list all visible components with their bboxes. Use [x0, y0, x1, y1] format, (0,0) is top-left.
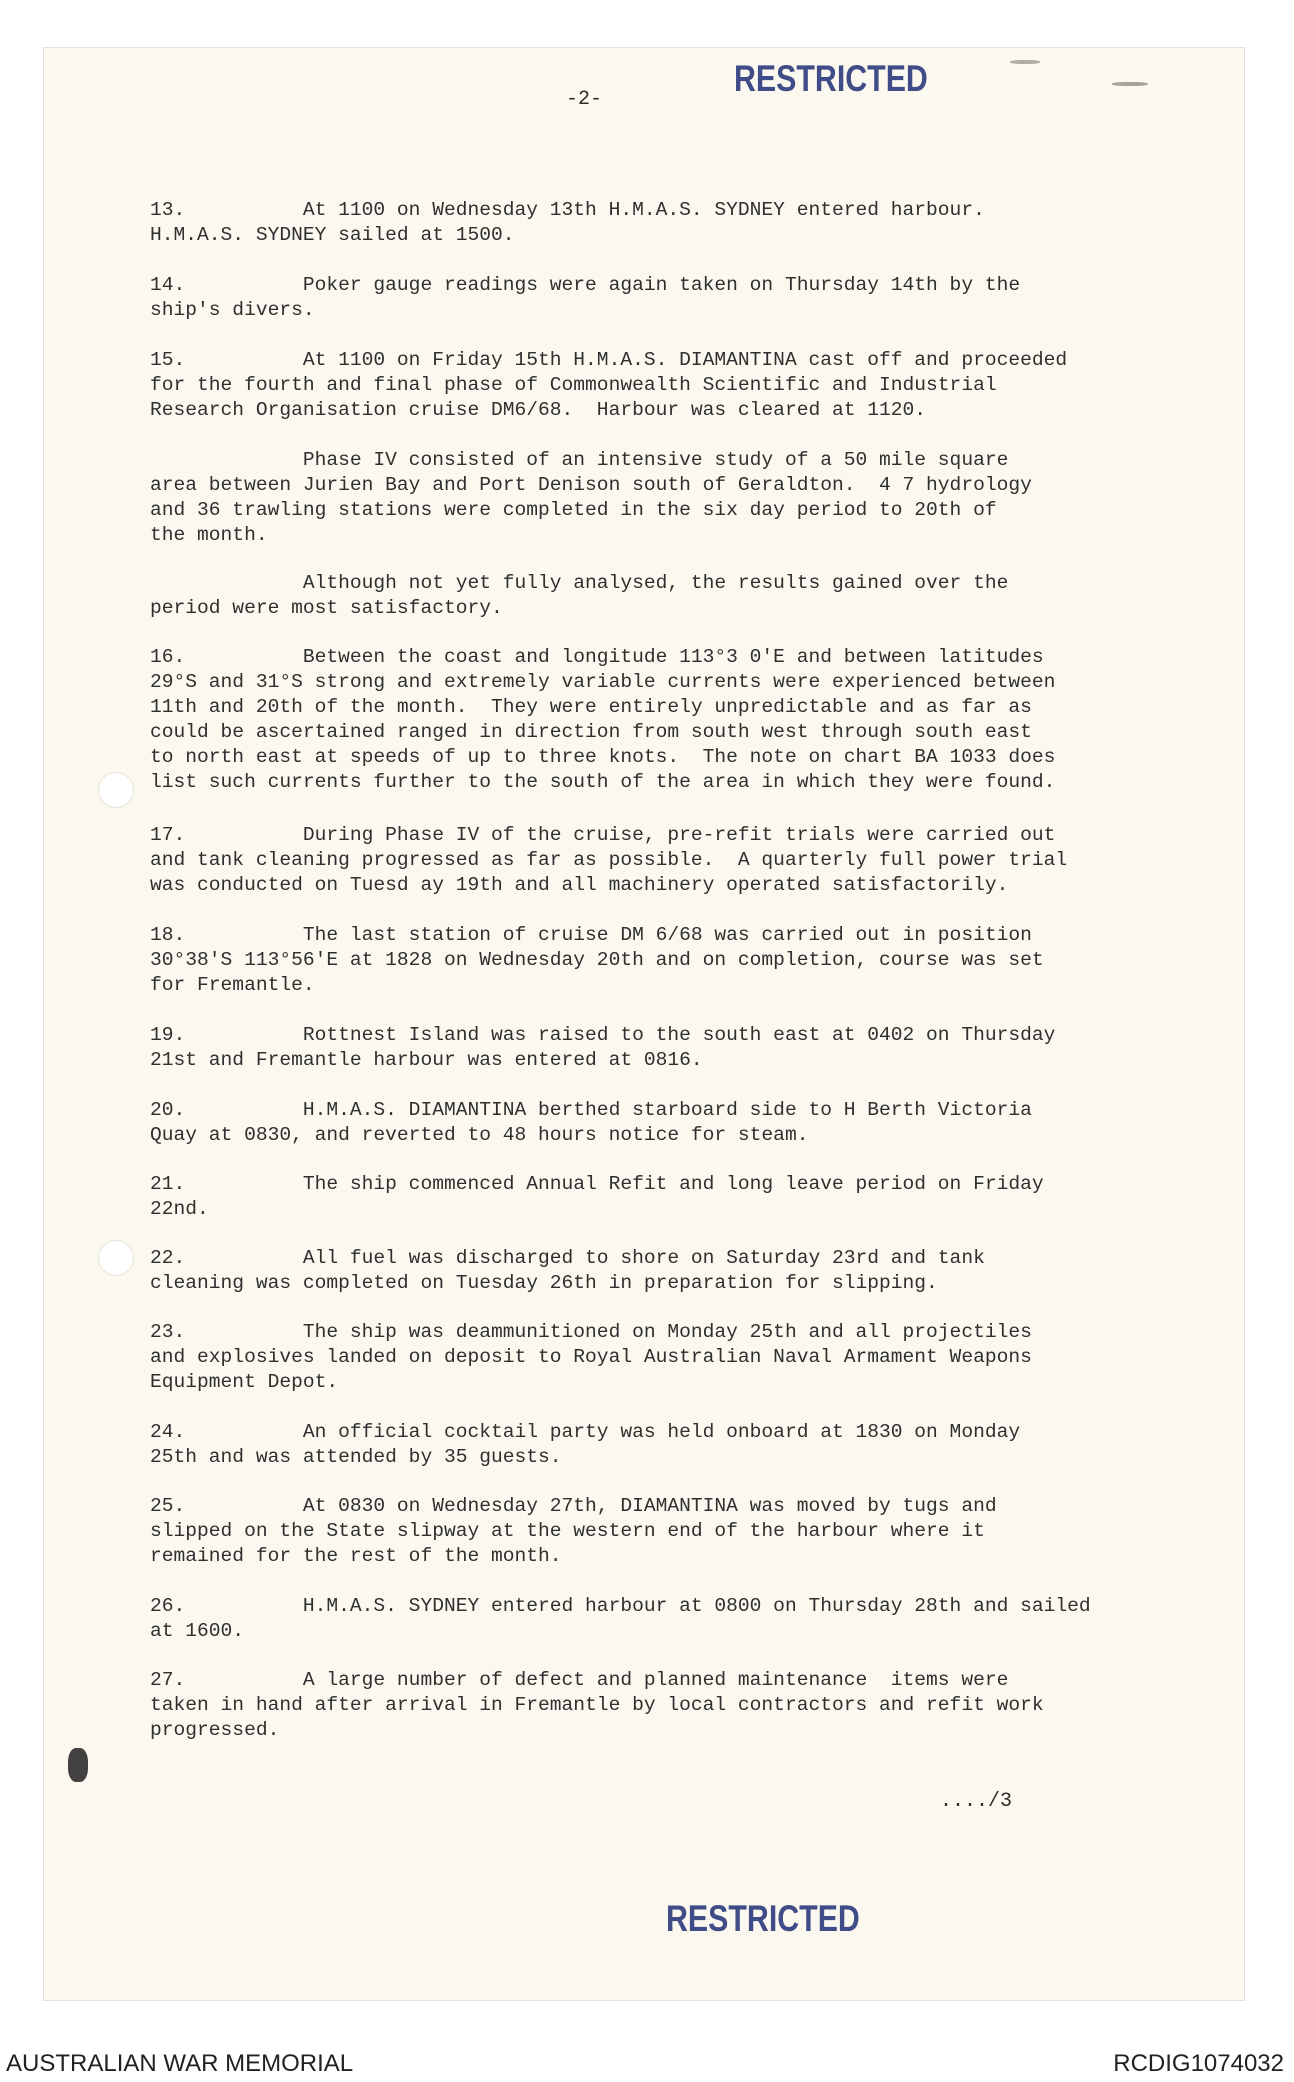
paragraph-19: 19. Rottnest Island was raised to the south east at 0402 on Thursday 21st and Fremantle harbour was entered at 0816.: [150, 1024, 1056, 1071]
ink-smudge: [68, 1748, 88, 1782]
punch-hole-lower: [98, 1240, 134, 1276]
paragraph-16: 16. Between the coast and longitude 113°3 0'E and between latitudes 29°S and 31°S strong and extremely variable currents were experienced between 11th and 20th of the month. They were entirely unpredictable and as far as could be ascertained ranged in direction from south west through south east to north east at speeds of up to three knots. The note on chart BA 1033 does list such currents further to the south of the area in which they were found.: [150, 646, 1056, 793]
paragraph-15: 15. At 1100 on Friday 15th H.M.A.S. DIAMANTINA cast off and proceeded for the fourth and final phase of Commonwealth Scientific and Industrial Research Organisation cruise DM6/68. Harbour was cleared at 1120.: [150, 349, 1068, 421]
ink-smudge: [1010, 60, 1040, 64]
paragraph-21: 21. The ship commenced Annual Refit and long leave period on Friday 22nd.: [150, 1173, 1044, 1220]
paragraph-14: 14. Poker gauge readings were again taken on Thursday 14th by the ship's divers.: [150, 274, 1021, 321]
page-number: -2-: [566, 88, 603, 111]
paragraph-20: 20. H.M.A.S. DIAMANTINA berthed starboard side to H Berth Victoria Quay at 0830, and reverted to 48 hours notice for steam.: [150, 1099, 1032, 1146]
footer-institution: AUSTRALIAN WAR MEMORIAL: [6, 2050, 354, 2077]
footer-record-id: RCDIG1074032: [1113, 2050, 1284, 2077]
paragraph-18: 18. The last station of cruise DM 6/68 was carried out in position 30°38'S 113°56'E at 1828 on Wednesday 20th and on completion, course was set for Fremantle.: [150, 924, 1044, 996]
paragraph-17: 17. During Phase IV of the cruise, pre-refit trials were carried out and tank cleaning progressed as far as possible. A quarterly full power trial was conducted on Tuesd ay 19th and all machinery operated satisfactorily.: [150, 824, 1068, 896]
ink-smudge: [1112, 82, 1148, 86]
continued-marker: ..../3: [940, 1790, 1013, 1813]
restricted-stamp-bottom: RESTRICTED: [666, 1898, 860, 1939]
paragraph-23: 23. The ship was deammunitioned on Monday 25th and all projectiles and explosives landed on deposit to Royal Australian Naval Armament Weapons Equipment Depot.: [150, 1321, 1032, 1393]
paragraph-22: 22. All fuel was discharged to shore on Saturday 23rd and tank cleaning was completed on Tuesday 26th in preparation for slipping.: [150, 1247, 985, 1294]
paragraph-15-results: Although not yet fully analysed, the results gained over the period were most satisfactory.: [150, 572, 1009, 619]
punch-hole-upper: [98, 772, 134, 808]
paragraph-27: 27. A large number of defect and planned maintenance items were taken in hand after arrival in Fremantle by local contractors and refit work progressed.: [150, 1669, 1044, 1741]
paragraph-15-phase-iv: Phase IV consisted of an intensive study of a 50 mile square area between Jurien Bay and Port Denison south of Geraldton. 4 7 hydrology and 36 trawling stations were completed in the six day period to 20th of the month.: [150, 449, 1032, 546]
restricted-stamp-top: RESTRICTED: [734, 58, 928, 99]
paragraph-13: 13. At 1100 on Wednesday 13th H.M.A.S. SYDNEY entered harbour. H.M.A.S. SYDNEY sailed at 1500.: [150, 199, 985, 246]
paragraph-24: 24. An official cocktail party was held onboard at 1830 on Monday 25th and was attended by 35 guests.: [150, 1421, 1021, 1468]
paragraph-26: 26. H.M.A.S. SYDNEY entered harbour at 0800 on Thursday 28th and sailed at 1600.: [150, 1595, 1091, 1642]
paragraph-25: 25. At 0830 on Wednesday 27th, DIAMANTINA was moved by tugs and slipped on the State slipway at the western end of the harbour where it remained for the rest of the month.: [150, 1495, 997, 1567]
